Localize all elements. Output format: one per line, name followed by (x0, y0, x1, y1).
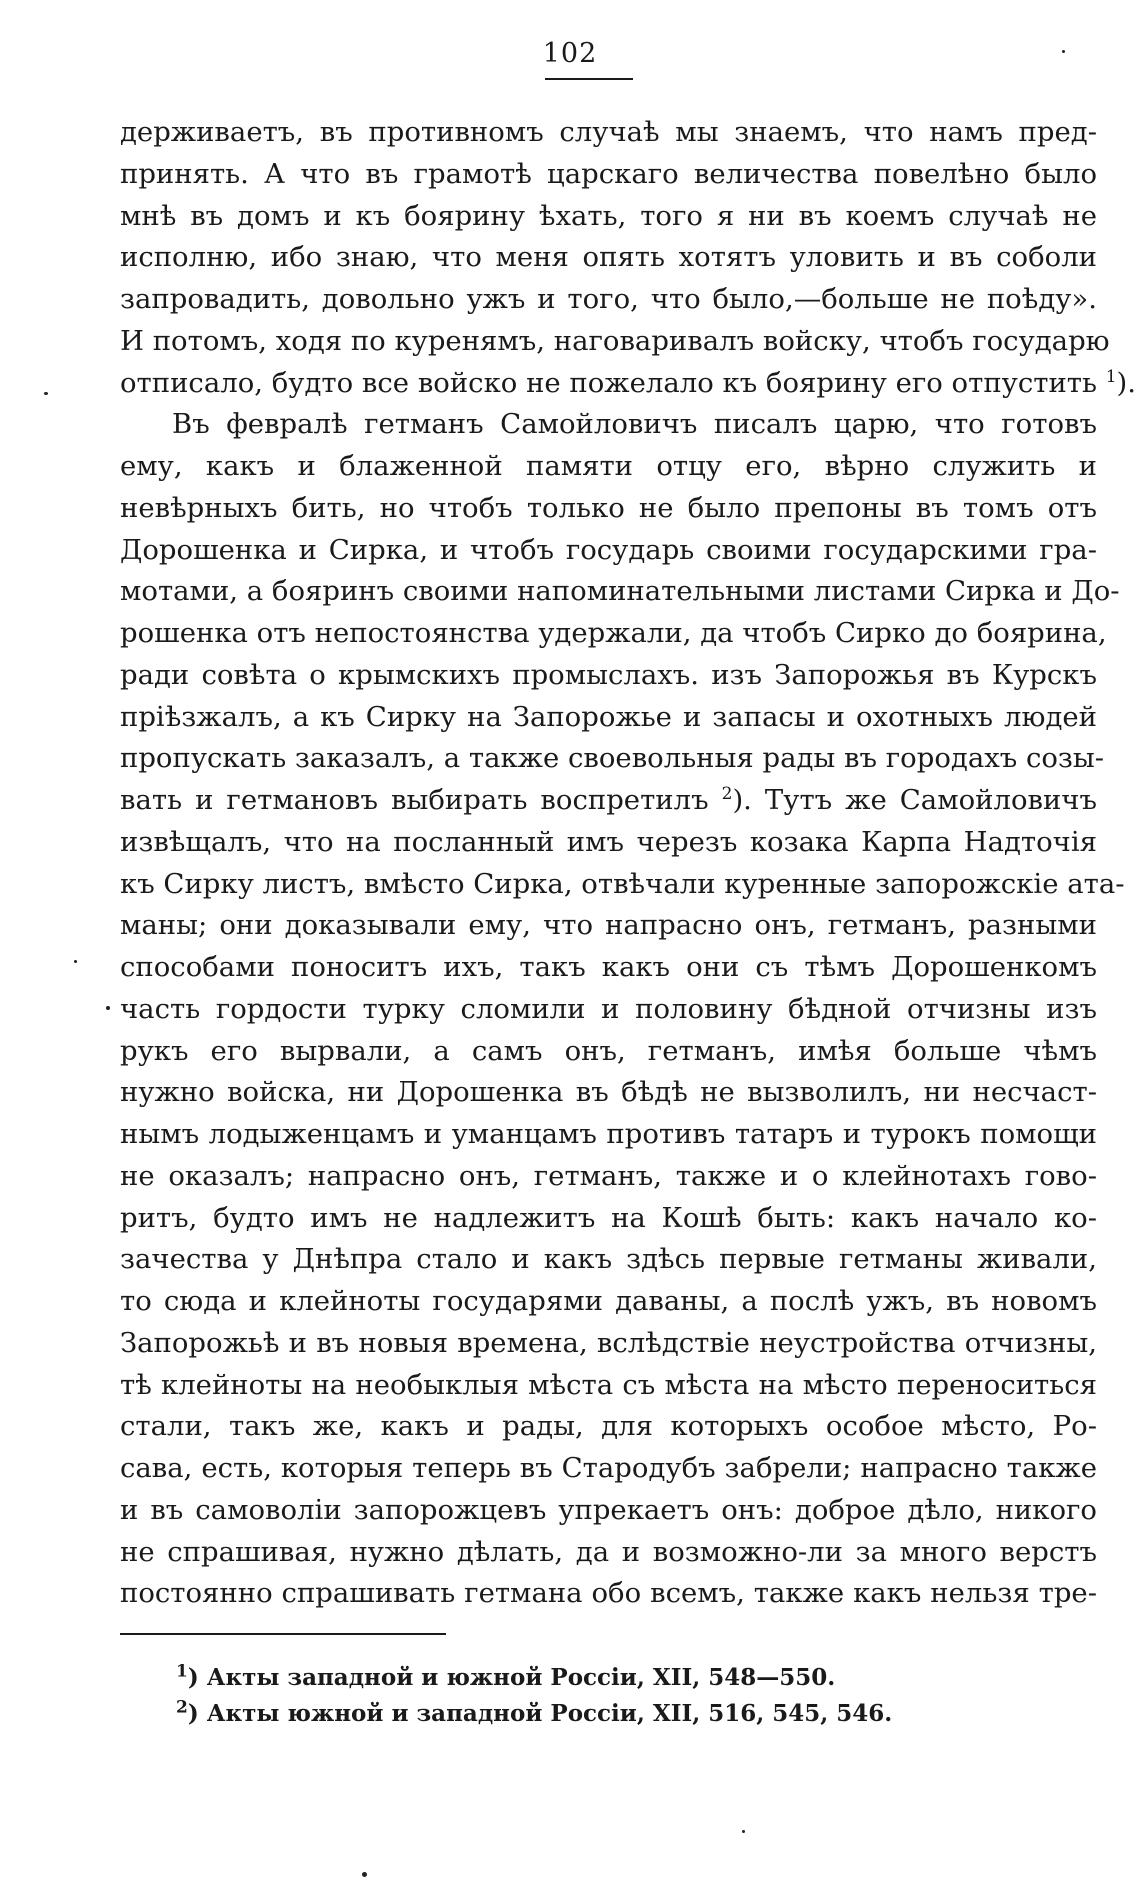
text-line (120, 363, 1137, 405)
scan-speck (362, 1872, 367, 1877)
text-line: мнѣ въ домъ и къ боярину ѣхать, того я ни въ коемъ случаѣ не (120, 199, 1097, 232)
scan-speck (742, 1830, 745, 1833)
text-line (120, 780, 1097, 822)
footnote (176, 1660, 936, 1696)
text-line: исполню, ибо знаю, что меня опять хотятъ уловить и въ соболи (120, 241, 1097, 274)
text-line: нужно войска, ни Дорошенка въ бѣдѣ не вызволилъ, ни несчаст- (120, 1076, 1097, 1109)
footnote-ref: 1 (1105, 366, 1117, 387)
text-line: способами поноситъ ихъ, такъ какъ они съ тѣмъ Дорошенкомъ (120, 951, 1097, 983)
text-line: не спрашивая, нужно дѣлать, да и возможно-ли за много верстъ (120, 1535, 1097, 1568)
text-line: извѣщалъ, что на посланный имъ черезъ козака Карпа Надточія (120, 825, 1097, 858)
text-line: запровадить, довольно ужъ и того, что было,—больше не поѣду». (120, 283, 1097, 315)
text-line: нымъ лодыженцамъ и уманцамъ противъ татаръ и турокъ помощи (120, 1118, 1097, 1150)
text-line: пріѣзжалъ, а къ Сирку на Запорожье и запасы и охотныхъ людей (120, 700, 1097, 733)
text-line-tail: ). (1116, 366, 1137, 399)
footnote-text: ) Акты южной и западной Россіи, XII, 516, 545, 546. (187, 1700, 893, 1727)
page-number: 102 (542, 38, 598, 69)
text-line: Запорожьѣ и въ новыя времена, вслѣдствіе неустройства отчизны, (120, 1326, 1097, 1359)
footnote-ref: 2 (721, 783, 733, 804)
text-line: И потомъ, ходя по куренямъ, наговаривалъ войску, чтобъ государю (120, 324, 1110, 357)
scan-speck (1062, 50, 1065, 53)
text-line: рошенка отъ непостоянства удержали, да чтобъ Сирко до боярина, (120, 617, 1107, 649)
text-line-tail: ). Тутъ же Самойловичъ (732, 784, 1097, 816)
text-line: рукъ его вырвали, а самъ онъ, гетманъ, имѣя больше чѣмъ (120, 1034, 1097, 1067)
text-line: мотами, а бояринъ своими напоминательными листами Сирка и До- (120, 575, 1120, 608)
text-line: къ Сирку листъ, вмѣсто Сирка, отвѣчали куренные запорожскіе ата- (120, 867, 1125, 900)
scan-speck (74, 960, 77, 963)
text-line: зачества у Днѣпра стало и какъ здѣсь первые гетманы живали, (120, 1243, 1097, 1276)
paragraph-2 (120, 404, 1125, 1615)
footnote (176, 1696, 936, 1732)
text-line: ему, какъ и блаженной памяти отцу его, вѣрно служить и (120, 450, 1097, 482)
paragraph-1 (120, 112, 1137, 404)
text-line: Дорошенка и Сирка, и чтобъ государь своими государскими гра- (120, 533, 1097, 566)
footnote-number: 1 (176, 1661, 188, 1682)
footnote-number: 2 (176, 1697, 188, 1718)
text-line: часть гордости турку сломили и половину бѣдной отчизны изъ (120, 992, 1097, 1025)
text-line: стали, такъ же, какъ и рады, для которыхъ особое мѣсто, Ро- (120, 1410, 1097, 1443)
text-line: постоянно спрашивать гетмана обо всемъ, также какъ нельзя тре- (120, 1577, 1097, 1610)
text-line: принять. А что въ грамотѣ царскаго величества повелѣно было (120, 157, 1097, 190)
body-text (120, 112, 1137, 1615)
text-line: то сюда и клейноты государями даваны, а послѣ ужъ, въ новомъ (120, 1285, 1097, 1317)
text-line-content: вать и гетмановъ выбирать воспретилъ (120, 784, 709, 816)
text-line: ради совѣта о крымскихъ промыслахъ. изъ Запорожья въ Курскъ (120, 658, 1097, 691)
text-line-content: отписало, будто все войско не пожелало къ боярину его отпустить (120, 366, 1097, 399)
text-line: ритъ, будто имъ не надлежитъ на Кошѣ быть: какъ начало ко- (120, 1201, 1097, 1234)
page-number-underline (545, 78, 633, 80)
footnote-separator (120, 1633, 446, 1635)
text-line: Въ февралѣ гетманъ Самойловичъ писалъ царю, что готовъ (172, 408, 1097, 441)
text-line: не оказалъ; напрасно онъ, гетманъ, также и о клейнотахъ гово- (120, 1159, 1097, 1192)
text-line: тѣ клейноты на необыклыя мѣста съ мѣста на мѣсто переноситься (120, 1368, 1097, 1401)
scan-speck (44, 392, 48, 395)
text-line: и въ самоволіи запорожцевъ упрекаетъ онъ: доброе дѣло, никого (120, 1493, 1097, 1526)
text-line: сава, есть, которыя теперь въ Стародубъ забрели; напрасно также (120, 1452, 1097, 1484)
text-line: маны; они доказывали ему, что напрасно онъ, гетманъ, разными (120, 909, 1097, 942)
footnotes (176, 1660, 936, 1732)
text-line: невѣрныхъ бить, но чтобъ только не было препоны въ томъ отъ (120, 491, 1097, 524)
text-line: держиваетъ, въ противномъ случаѣ мы знаемъ, что намъ пред- (120, 116, 1097, 148)
footnote-text: ) Акты западной и южной Россіи, XII, 548—550. (187, 1664, 836, 1691)
scan-speck (106, 1006, 110, 1010)
text-line: пропускать заказалъ, а также своевольныя рады въ городахъ созы- (120, 742, 1105, 775)
